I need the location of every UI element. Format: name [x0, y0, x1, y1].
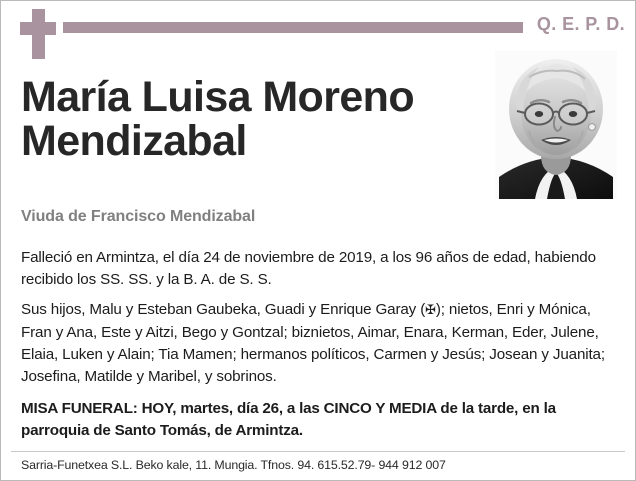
notice-body: [21, 247, 621, 442]
cross-horizontal-bar: [20, 22, 56, 35]
deceased-name-line-1: María Luisa Moreno: [21, 73, 414, 121]
deceased-cross-icon: ✠: [425, 303, 436, 318]
deceased-name-line-2: Mendizabal: [21, 117, 247, 166]
spouse-relation-line: Viuda de Francisco Mendizabal: [21, 208, 256, 225]
header-rule: [63, 22, 523, 33]
deceased-name: [21, 75, 491, 164]
funeral-home-info: Sarria-Funetxea S.L. Beko kale, 11. Mungia. Tfnos. 94. 615.52.79- 944 912 007: [21, 458, 446, 472]
notice-header: [1, 1, 636, 49]
family-survivors-part-2: ); nietos, Enri y Mónica, Fran y Ana, Este y Aitzi, Bego y Gontzal; biznietos, Aimar, Enara, Kerman, Eder, Julene, Elaia, Luken y Alain; Tia Mamen; hermanos políticos, Carmen y Jesús; Josean y Juanita; Josefina, Matilde y Maribel, y sobrinos.: [21, 301, 605, 385]
death-notice-paragraph: Falleció en Armintza, el día 24 de noviembre de 2019, a los 96 años de edad, habiendo recibido los SS. SS. y la B. A. de S. S.: [21, 249, 596, 288]
funeral-mass-paragraph: MISA FUNERAL: HOY, martes, día 26, a las CINCO Y MEDIA de la tarde, en la parroquia de Santo Tomás, de Armintza.: [21, 400, 556, 439]
footer-divider: [11, 451, 625, 452]
family-survivors-part-1: Sus hijos, Malu y Esteban Gaubeka, Guadi y Enrique Garay (: [21, 301, 426, 318]
cross-icon: [20, 9, 56, 59]
portrait-photo-deceased: [495, 51, 617, 199]
family-survivors-paragraph: [21, 299, 621, 388]
qepd-label: Q. E. P. D.: [536, 14, 625, 34]
